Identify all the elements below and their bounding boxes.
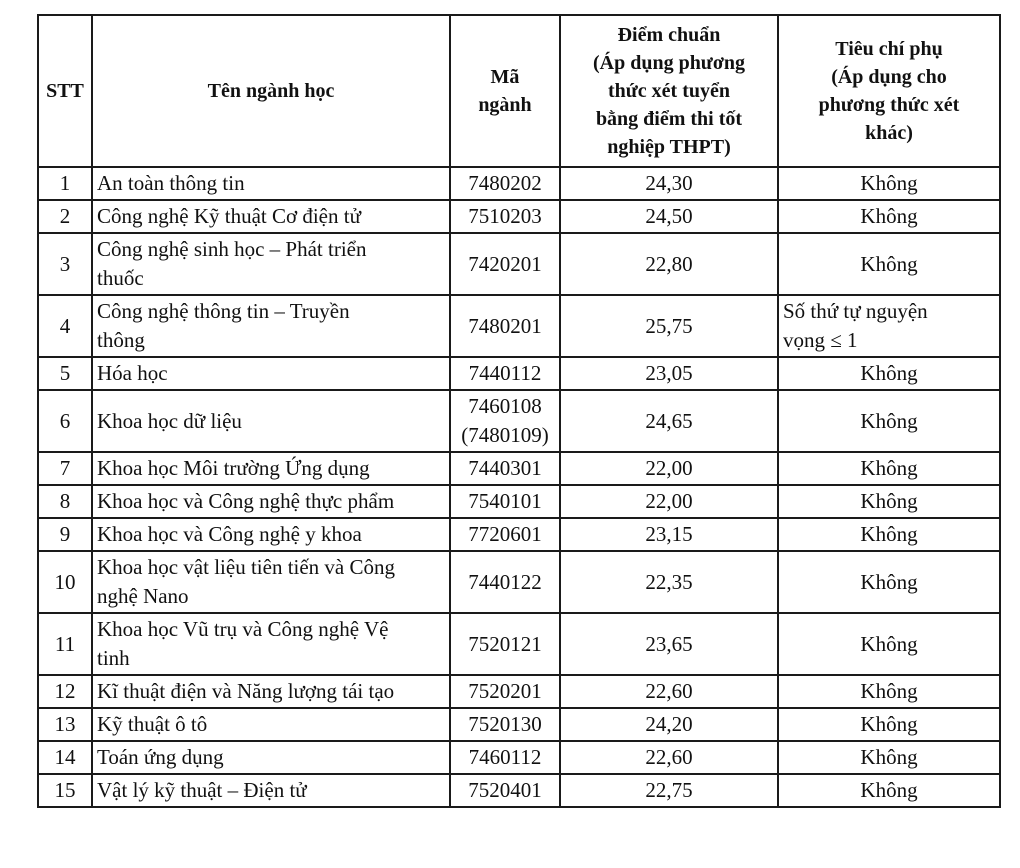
program-name-cell: Toán ứng dụng: [92, 741, 450, 774]
table-row: [38, 741, 1000, 774]
table-row: [38, 675, 1000, 708]
criteria-cell: Số thứ tự nguyện vọng ≤ 1: [778, 295, 1000, 357]
cutoff-score-cell: 22,00: [560, 485, 778, 518]
program-code-cell: 7440122: [450, 551, 560, 613]
program-code-cell: 7460108 (7480109): [450, 390, 560, 452]
header-row: [38, 15, 1000, 167]
criteria-cell: Không: [778, 774, 1000, 807]
program-code-cell: 7520130: [450, 708, 560, 741]
table-row: [38, 613, 1000, 675]
criteria-cell: Không: [778, 708, 1000, 741]
table-row: [38, 357, 1000, 390]
program-code-cell: 7420201: [450, 233, 560, 295]
stt-cell: 5: [38, 357, 92, 390]
program-name-cell: Khoa học và Công nghệ y khoa: [92, 518, 450, 551]
program-name-cell: Hóa học: [92, 357, 450, 390]
stt-cell: 15: [38, 774, 92, 807]
stt-cell: 8: [38, 485, 92, 518]
cutoff-score-cell: 22,60: [560, 741, 778, 774]
header-stt: STT: [38, 15, 92, 167]
program-name-cell: Khoa học Môi trường Ứng dụng: [92, 452, 450, 485]
program-code-cell: 7520201: [450, 675, 560, 708]
program-code-cell: 7720601: [450, 518, 560, 551]
cutoff-score-cell: 22,60: [560, 675, 778, 708]
program-code-cell: 7480202: [450, 167, 560, 200]
admission-scores-table: [37, 14, 1001, 808]
header-program-code: Mã ngành: [450, 15, 560, 167]
criteria-cell: Không: [778, 518, 1000, 551]
stt-cell: 7: [38, 452, 92, 485]
program-name-cell: Công nghệ sinh học – Phát triển thuốc: [92, 233, 450, 295]
criteria-cell: Không: [778, 551, 1000, 613]
criteria-cell: Không: [778, 485, 1000, 518]
program-code-cell: 7440112: [450, 357, 560, 390]
stt-cell: 10: [38, 551, 92, 613]
program-name-cell: Vật lý kỹ thuật – Điện tử: [92, 774, 450, 807]
program-code-cell: 7520401: [450, 774, 560, 807]
cutoff-score-cell: 22,00: [560, 452, 778, 485]
cutoff-score-cell: 23,65: [560, 613, 778, 675]
table-row: [38, 390, 1000, 452]
stt-cell: 2: [38, 200, 92, 233]
program-code-cell: 7440301: [450, 452, 560, 485]
header-program-name: Tên ngành học: [92, 15, 450, 167]
cutoff-score-cell: 24,30: [560, 167, 778, 200]
program-code-cell: 7540101: [450, 485, 560, 518]
table-row: [38, 200, 1000, 233]
program-name-cell: Kĩ thuật điện và Năng lượng tái tạo: [92, 675, 450, 708]
program-name-cell: An toàn thông tin: [92, 167, 450, 200]
program-code-cell: 7460112: [450, 741, 560, 774]
table-row: [38, 167, 1000, 200]
criteria-cell: Không: [778, 357, 1000, 390]
criteria-cell: Không: [778, 675, 1000, 708]
table-row: [38, 774, 1000, 807]
table-row: [38, 233, 1000, 295]
cutoff-score-cell: 22,75: [560, 774, 778, 807]
program-name-cell: Khoa học dữ liệu: [92, 390, 450, 452]
cutoff-score-cell: 22,80: [560, 233, 778, 295]
header-cutoff-score: Điểm chuẩn (Áp dụng phương thức xét tuyển bằng điểm thi tốt nghiệp THPT): [560, 15, 778, 167]
program-name-cell: Kỹ thuật ô tô: [92, 708, 450, 741]
stt-cell: 3: [38, 233, 92, 295]
table-row: [38, 518, 1000, 551]
criteria-cell: Không: [778, 613, 1000, 675]
cutoff-score-cell: 25,75: [560, 295, 778, 357]
stt-cell: 1: [38, 167, 92, 200]
program-name-cell: Khoa học và Công nghệ thực phẩm: [92, 485, 450, 518]
criteria-cell: Không: [778, 452, 1000, 485]
table-row: [38, 708, 1000, 741]
table-row: [38, 551, 1000, 613]
stt-cell: 11: [38, 613, 92, 675]
program-name-cell: Công nghệ thông tin – Truyền thông: [92, 295, 450, 357]
table-row: [38, 452, 1000, 485]
program-code-cell: 7520121: [450, 613, 560, 675]
criteria-cell: Không: [778, 233, 1000, 295]
stt-cell: 13: [38, 708, 92, 741]
table-row: [38, 485, 1000, 518]
cutoff-score-cell: 24,65: [560, 390, 778, 452]
program-name-cell: Khoa học Vũ trụ và Công nghệ Vệ tinh: [92, 613, 450, 675]
program-name-cell: Khoa học vật liệu tiên tiến và Công nghệ Nano: [92, 551, 450, 613]
criteria-cell: Không: [778, 741, 1000, 774]
cutoff-score-cell: 23,05: [560, 357, 778, 390]
cutoff-score-cell: 24,50: [560, 200, 778, 233]
criteria-cell: Không: [778, 167, 1000, 200]
cutoff-score-cell: 23,15: [560, 518, 778, 551]
header-secondary-criteria: Tiêu chí phụ (Áp dụng cho phương thức xét khác): [778, 15, 1000, 167]
cutoff-score-cell: 24,20: [560, 708, 778, 741]
program-name-cell: Công nghệ Kỹ thuật Cơ điện tử: [92, 200, 450, 233]
program-code-cell: 7480201: [450, 295, 560, 357]
stt-cell: 12: [38, 675, 92, 708]
stt-cell: 4: [38, 295, 92, 357]
program-code-cell: 7510203: [450, 200, 560, 233]
criteria-cell: Không: [778, 200, 1000, 233]
stt-cell: 6: [38, 390, 92, 452]
cutoff-score-cell: 22,35: [560, 551, 778, 613]
table-row: [38, 295, 1000, 357]
stt-cell: 14: [38, 741, 92, 774]
stt-cell: 9: [38, 518, 92, 551]
criteria-cell: Không: [778, 390, 1000, 452]
